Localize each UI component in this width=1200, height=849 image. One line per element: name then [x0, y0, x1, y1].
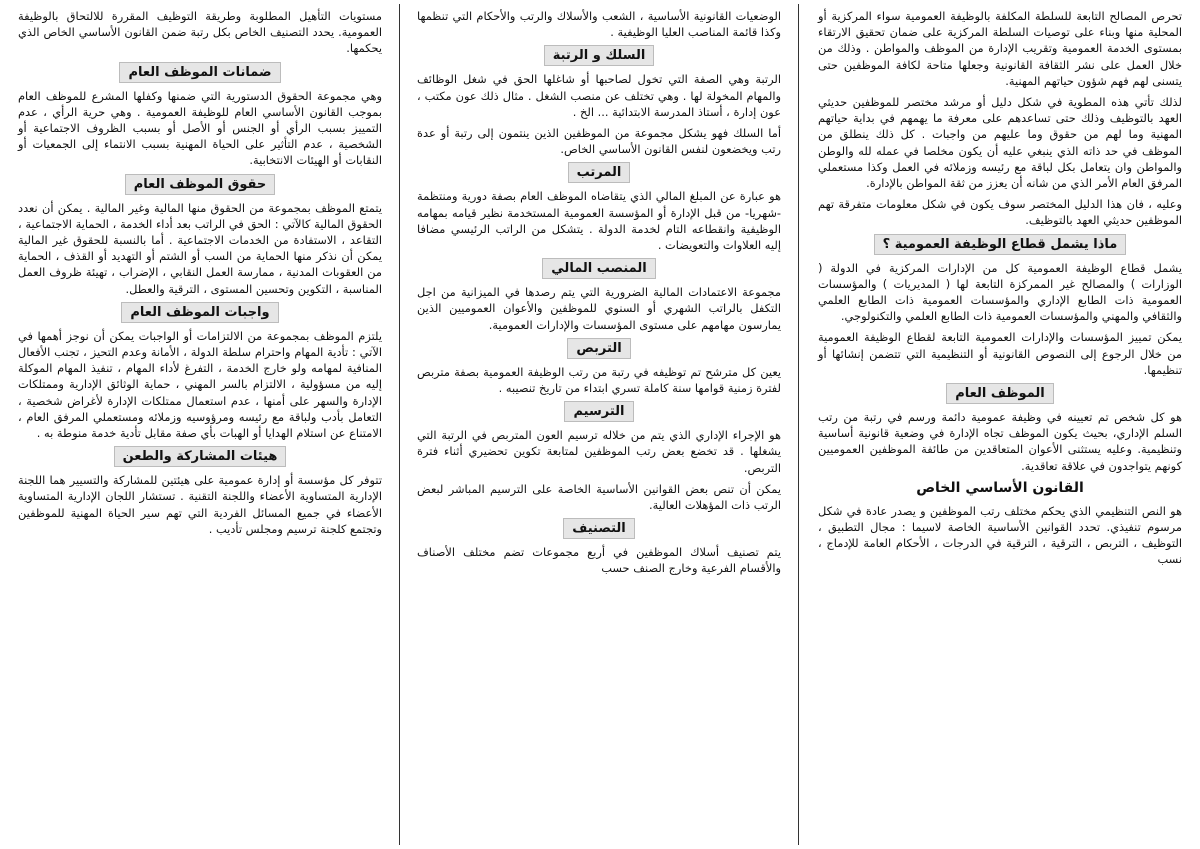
statute-continued-paragraph: الوضعيات القانونية الأساسية ، الشعب والأسلاك والرتب والأحكام التي تنظمها وكذا قائمة المناصب العليا الوظيفية . — [417, 9, 781, 40]
duties-paragraph: يلتزم الموظف بمجموعة من الالتزامات أو الواجبات يمكن أن نوجز أهمها في الآتي : تأدية المهام واحترام سلطة الدولة ، الأمانة وعدم التحيز ، تجنب الأفعال المنافية لمهامه ولو خارج الخدمة ، التفرغ لأداء المهام ، تنفيذ المهام الموكلة إليه من مسؤولية ، الالتزام بالسر المهني ، حماية الوثائق الإدارية وممتلكات الإدارة والسهر على أمنها ، عدم استعمال ممتلكات الإدارة لأغراض شخصية ، التعامل بأدب ولباقة مع رئيسه ومرؤوسيه وزملائه ومستعملي المرفق العام ، الامتناع عن استلام الهدايا أو الهبات بأي صفة مقابل تأدية خدمة منوطة به . — [18, 328, 382, 441]
column-left — [12, 8, 388, 843]
employee-paragraph: هو كل شخص تم تعيينه في وظيفة عمومية دائمة ورسم في رتبة من رتب السلم الإداري، بحيث يكون الموظف تجاه الإدارة في وضعية قانونية أساسية وتنظيمية. وعليه يستثنى الأعوان المتعاقدين من طائفة الموظفين العموميين كونهم يتواجدون في علاقة تعاقدية. — [818, 410, 1182, 473]
institutions-paragraph: يمكن تمييز المؤسسات والإدارات العمومية التابعة لقطاع الوظيفة العمومية من خلال الرجوع إلى النصوص القانونية أو التنظيمية التي تتضمن إنشائها أو تنظيمها. — [818, 330, 1182, 377]
heading-duties: واجبات الموظف العام — [18, 302, 382, 323]
rights-paragraph: يتمتع الموظف بمجموعة من الحقوق منها المالية وغير المالية . يمكن أن نعدد الحقوق المالية كالآتي : الحق في الراتب بعد أداء الخدمة ، الحماية الاجتماعية ، التقاعد ، الاستفادة من الخدمات الاجتماعية . أما بالنسبة للحقوق غير المالية يمكن أن نذكر منها الحماية من السب أو الشتم أو التهديد أو القذف ، الحماية من العقوبات المدنية ، ممارسة العمل النقابي ، الإضراب ، تهيئة ظروف العمل المناسبة ، التكوين وتحسين المستوى ، الترقية والعطل. — [18, 200, 382, 296]
heading-sector-scope: ماذا يشمل قطاع الوظيفة العمومية ؟ — [818, 234, 1182, 255]
summary-paragraph: وعليه ، فان هذا الدليل المختصر سوف يكون في شكل معلومات متفرقة تهم الموظفين حديثي العهد بالتوظيف. — [818, 197, 1182, 228]
column-right — [812, 8, 1188, 843]
corps-paragraph: أما السلك فهو يشكل مجموعة من الموظفين الذين ينتمون إلى رتبة أو عدة رتب ويخضعون لنفس القانون الأساسي الخاص. — [417, 126, 781, 157]
heading-participation-bodies: هيئات المشاركة والطعن — [18, 446, 382, 467]
heading-budget-post: المنصب المالي — [417, 258, 781, 279]
heading-special-statute: القانون الأساسي الخاص — [916, 479, 1084, 496]
column-middle — [411, 8, 787, 843]
heading-corps-rank: السلك و الرتبة — [417, 45, 781, 66]
participation-paragraph: تتوفر كل مؤسسة أو إدارة عمومية على هيئتين للمشاركة والتسيير هما اللجنة الإدارية المتساوية الأعضاء واللجنة التقنية . تستشار اللجان الإدارية المتساوية الأعضاء في جميع المسائل الفردية التي تهم سير الحياة المهنية للموظفين وتجتمع كلجنة ترسيم ومجلس تأديب . — [18, 473, 382, 536]
heading-rights: حقوق الموظف العام — [18, 174, 382, 195]
heading-probation: التربص — [417, 338, 781, 359]
heading-salary: المرتب — [417, 162, 781, 183]
column-divider — [798, 4, 799, 845]
salary-paragraph: هو عبارة عن المبلغ المالي الذي يتقاضاه الموظف العام بصفة دورية ومنتظمة -شهريا- من قبل الإدارة أو المؤسسة العمومية المستخدمة نظير قيامه بمهامه الوظيفية وانقطاعه التام لخدمة الدولة . يتشكل من الراتب الرئيسي مضافا إليه العلاوات والتعويضات . — [417, 189, 781, 253]
budget-post-paragraph: مجموعة الاعتمادات المالية الضرورية التي يتم رصدها في الميزانية من اجل التكفل بالراتب الشهري أو السنوي للموظفين والأعوان العموميين الذين يمارسون مهامهم على مستوى المؤسسات والإدارات العمومية. — [417, 285, 781, 332]
tenure-paragraph: هو الإجراء الإداري الذي يتم من خلاله ترسيم العون المتربص في الرتبة التي يشغلها . قد تخضع بعض رتب الموظفين لمتابعة تكوين تحضيري أثناء فترة التربص. — [417, 428, 781, 475]
rank-paragraph: الرتبة وهي الصفة التي تخول لصاحبها أو شاغلها الحق في شغل الوظائف والمهام المخولة لها . وهي تختلف عن منصب الشغل . مثال ذلك عون مكتب ، عون إدارة ، أستاذ المدرسة الابتدائية ... الخ . — [417, 72, 781, 119]
intro-paragraph: تحرص المصالح التابعة للسلطة المكلفة بالوظيفة العمومية سواء المركزية أو المحلية منها وبناء على توصيات السلطة المركزية على ضمان تحقيق الارتقاء بمستوى الخدمة العمومية وتقريب الإدارة من الموظف والمواطن . وذلك من خلال العمل على نشر الثقافة القانونية وجعلها متاحة لكافة الموظفين حتى يتسنى لهم فهم شؤون حياتهم المهنية. — [818, 9, 1182, 88]
statute-paragraph: هو النص التنظيمي الذي يحكم مختلف رتب الموظفين و يصدر عادة في شكل مرسوم تنفيذي. تحدد القوانين الأساسية الخاصة لاسيما : مجال التطبيق ، التوظيف ، التربص ، الترقية ، الترقية في الدرجات ، الأحكام العامة للإدماج ، نسب — [818, 503, 1182, 567]
heading-guarantees: ضمانات الموظف العام — [18, 62, 382, 83]
column-divider — [399, 4, 400, 845]
sector-paragraph: يشمل قطاع الوظيفة العمومية كل من الإدارات المركزية في الدولة ( الوزارات ) والمصالح غير الممركزة التابعة لها ( المديريات ) والمؤسسات العمومية ذات الطابع الإداري والمؤسسات العمومية ذات الطابع العلمي والثقافي والمهني والمؤسسات العمومية ذات الطابع العلمي والتكنولوجي. — [818, 260, 1182, 324]
direct-tenure-paragraph: يمكن أن تنص بعض القوانين الأساسية الخاصة على الترسيم المباشر لبعض الرتب ذات المؤهلات العالية. — [417, 481, 781, 513]
purpose-paragraph: لذلك تأتي هذه المطوية في شكل دليل أو مرشد مختصر للموظفين حديثي العهد بالتوظيف وذلك حتى تساعدهم على معرفة ما يهمهم في بداية حياتهم المهنية وما لهم من حقوق وما عليهم من واجبات . كل ذلك ينطلق من الموظف في حد ذاته الذي ينبغي عليه أن يكون مخلصا في عمله لله والوطن والمواطن وان يتعامل بكل لباقة مع رئيسه وزملائه في العمل وكذا مستعملي المرفق العام الأمر الذي من شانه أن يعزز من ثقة المواطن بالإدارة. — [818, 95, 1182, 191]
heading-classification: التصنيف — [417, 518, 781, 539]
classification-continued-paragraph: مستويات التأهيل المطلوبة وطريقة التوظيف المقررة للالتحاق بالوظيفة العمومية. يحدد التصنيف الخاص بكل رتبة ضمن القانون الأساسي الخاص الذي يحكمها. — [18, 9, 382, 56]
heading-tenure: الترسيم — [417, 401, 781, 422]
heading-public-employee: الموظف العام — [818, 383, 1182, 404]
guarantees-paragraph: وهي مجموعة الحقوق الدستورية التي ضمنها وكفلها المشرع للموظف العام بموجب القانون الأساسي العام للوظيفة العمومية . وهي حرية الرأي ، عدم التمييز بسبب الرأي أو الجنس أو الأصل أو بسبب الظروف الاجتماعية أو الشخصية ، عدم التأثير على الحياة المهنية بسبب الانتماء إلى الجمعيات أو النقابات أو الهيئات الانتخابية. — [18, 88, 382, 168]
classification-paragraph: يتم تصنيف أسلاك الموظفين في أربع مجموعات تضم مختلف الأصناف والأقسام الفرعية وخارج الصنف حسب — [417, 545, 781, 576]
probation-paragraph: يعين كل مترشح تم توظيفه في رتبة من رتب الوظيفة العمومية بصفة متربص لفترة زمنية قوامها سنة كاملة تسري ابتداء من تاريخ تنصيبه . — [417, 364, 781, 396]
